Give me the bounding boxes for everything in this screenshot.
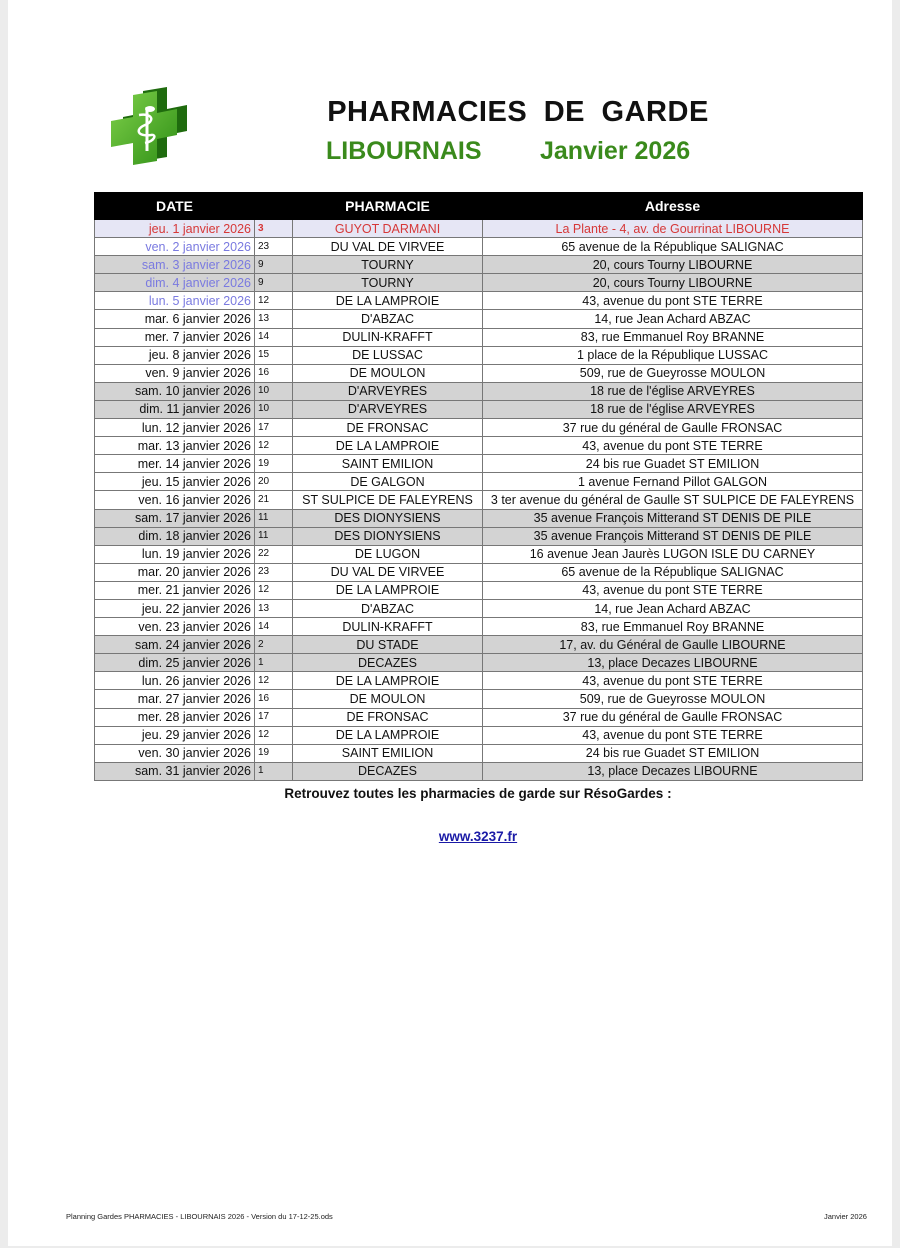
address-cell: 37 rue du général de Gaulle FRONSAC [483,708,863,726]
address-cell: 13, place Decazes LIBOURNE [483,762,863,780]
table-row [95,672,863,690]
date-cell: jeu. 8 janvier 2026 [95,346,255,364]
pharmacy-cell: DE FRONSAC [293,419,483,437]
date-cell: mar. 20 janvier 2026 [95,563,255,581]
date-cell: jeu. 29 janvier 2026 [95,726,255,744]
table-row [95,310,863,328]
date-cell: lun. 5 janvier 2026 [95,292,255,310]
address-cell: 43, avenue du pont STE TERRE [483,581,863,599]
column-header-date: DATE [95,193,255,220]
pharmacy-cell: DU STADE [293,636,483,654]
date-cell: sam. 24 janvier 2026 [95,636,255,654]
number-cell: 12 [255,672,293,690]
pharmacy-schedule-table [94,192,863,781]
address-cell: 17, av. du Général de Gaulle LIBOURNE [483,636,863,654]
date-cell: ven. 23 janvier 2026 [95,618,255,636]
pharmacy-cell: DECAZES [293,654,483,672]
table-row [95,419,863,437]
number-cell: 13 [255,599,293,617]
number-cell: 23 [255,563,293,581]
number-cell: 14 [255,618,293,636]
address-cell: 37 rue du général de Gaulle FRONSAC [483,419,863,437]
address-cell: 35 avenue François Mitterand ST DENIS DE PILE [483,509,863,527]
table-row [95,328,863,346]
pharmacy-cell: DE LA LAMPROIE [293,581,483,599]
pharmacy-cell: DE GALGON [293,473,483,491]
table-row [95,292,863,310]
date-cell: sam. 3 janvier 2026 [95,256,255,274]
table-row [95,473,863,491]
date-cell: ven. 2 janvier 2026 [95,238,255,256]
date-cell: ven. 16 janvier 2026 [95,491,255,509]
address-cell: 509, rue de Gueyrosse MOULON [483,364,863,382]
number-cell: 12 [255,581,293,599]
pharmacy-cell: DU VAL DE VIRVEE [293,238,483,256]
table-row [95,437,863,455]
number-cell: 22 [255,545,293,563]
date-cell: jeu. 15 janvier 2026 [95,473,255,491]
address-cell: 1 place de la République LUSSAC [483,346,863,364]
pharmacy-cell: DECAZES [293,762,483,780]
pharmacy-cell: DULIN-KRAFFT [293,328,483,346]
region-subtitle: LIBOURNAIS [326,137,482,165]
address-cell: 43, avenue du pont STE TERRE [483,726,863,744]
column-header-address: Adresse [483,193,863,220]
pharmacy-cell: TOURNY [293,274,483,292]
pharmacy-cell: DE LA LAMPROIE [293,292,483,310]
number-cell: 11 [255,527,293,545]
number-cell: 16 [255,364,293,382]
address-cell: 35 avenue François Mitterand ST DENIS DE PILE [483,527,863,545]
address-cell: 43, avenue du pont STE TERRE [483,437,863,455]
pharmacy-cell: D'ABZAC [293,599,483,617]
resogardes-note: Retrouvez toutes les pharmacies de garde sur RésoGardes : [284,786,672,801]
table-row [95,527,863,545]
number-cell: 19 [255,455,293,473]
address-cell: 509, rue de Gueyrosse MOULON [483,690,863,708]
date-cell: sam. 31 janvier 2026 [95,762,255,780]
number-cell: 16 [255,690,293,708]
address-cell: 13, place Decazes LIBOURNE [483,654,863,672]
address-cell: 83, rue Emmanuel Roy BRANNE [483,328,863,346]
number-cell: 23 [255,238,293,256]
pharmacy-cell: ST SULPICE DE FALEYRENS [293,491,483,509]
date-cell: mer. 7 janvier 2026 [95,328,255,346]
date-cell: dim. 18 janvier 2026 [95,527,255,545]
date-cell: lun. 26 janvier 2026 [95,672,255,690]
number-cell: 2 [255,636,293,654]
number-cell: 12 [255,726,293,744]
address-cell: 20, cours Tourny LIBOURNE [483,274,863,292]
table-row [95,382,863,400]
pharmacy-cell: DE LUGON [293,545,483,563]
table-row [95,581,863,599]
address-cell: 24 bis rue Guadet ST EMILION [483,455,863,473]
address-cell: 18 rue de l'église ARVEYRES [483,400,863,418]
address-cell: 14, rue Jean Achard ABZAC [483,599,863,617]
number-cell: 1 [255,762,293,780]
address-cell: 65 avenue de la République SALIGNAC [483,563,863,581]
date-cell: jeu. 22 janvier 2026 [95,599,255,617]
pharmacy-cell: DU VAL DE VIRVEE [293,563,483,581]
pharmacy-cell: DULIN-KRAFFT [293,618,483,636]
address-cell: 20, cours Tourny LIBOURNE [483,256,863,274]
number-cell: 21 [255,491,293,509]
date-cell: ven. 9 janvier 2026 [95,364,255,382]
number-cell: 12 [255,292,293,310]
pharmacy-cell: DE MOULON [293,364,483,382]
number-cell: 11 [255,509,293,527]
address-cell: 83, rue Emmanuel Roy BRANNE [483,618,863,636]
pharmacy-cell: DE FRONSAC [293,708,483,726]
table-row [95,274,863,292]
table-row [95,599,863,617]
pharmacy-cell: SAINT EMILION [293,455,483,473]
pharmacy-cell: GUYOT DARMANI [293,220,483,238]
column-header-number [255,193,293,220]
table-row [95,636,863,654]
table-row [95,563,863,581]
pharmacy-cell: DE MOULON [293,690,483,708]
date-cell: sam. 17 janvier 2026 [95,509,255,527]
table-header-row [95,193,863,220]
pharmacy-cell: DES DIONYSIENS [293,527,483,545]
number-cell: 17 [255,419,293,437]
number-cell: 15 [255,346,293,364]
column-header-pharmacy: PHARMACIE [293,193,483,220]
date-cell: mer. 14 janvier 2026 [95,455,255,473]
pharmacy-cell: DE LA LAMPROIE [293,437,483,455]
number-cell: 10 [255,400,293,418]
date-cell: ven. 30 janvier 2026 [95,744,255,762]
table-row [95,545,863,563]
pharmacy-cell: SAINT EMILION [293,744,483,762]
month-subtitle: Janvier 2026 [540,137,691,165]
date-cell: dim. 25 janvier 2026 [95,654,255,672]
pharmacy-cell: D'ARVEYRES [293,382,483,400]
date-cell: mar. 13 janvier 2026 [95,437,255,455]
pharmacy-cell: D'ARVEYRES [293,400,483,418]
table-row [95,238,863,256]
table-row [95,618,863,636]
date-cell: mar. 6 janvier 2026 [95,310,255,328]
date-cell: mer. 28 janvier 2026 [95,708,255,726]
address-cell: 1 avenue Fernand Pillot GALGON [483,473,863,491]
pharmacy-cell: DES DIONYSIENS [293,509,483,527]
table-row [95,654,863,672]
table-row [95,690,863,708]
table-row [95,744,863,762]
number-cell: 19 [255,744,293,762]
number-cell: 10 [255,382,293,400]
number-cell: 1 [255,654,293,672]
page-title: PHARMACIES DE GARDE [327,96,709,128]
date-cell: lun. 12 janvier 2026 [95,419,255,437]
table-row [95,726,863,744]
document-footer-filename: Planning Gardes PHARMACIES - LIBOURNAIS 2026 - Version du 17-12-25.ods [66,1212,333,1221]
table-row [95,220,863,238]
address-cell: 65 avenue de la République SALIGNAC [483,238,863,256]
date-cell: mer. 21 janvier 2026 [95,581,255,599]
resogardes-link[interactable]: www.3237.fr [438,829,518,844]
table-row [95,708,863,726]
date-cell: sam. 10 janvier 2026 [95,382,255,400]
address-cell: 18 rue de l'église ARVEYRES [483,382,863,400]
address-cell: 43, avenue du pont STE TERRE [483,292,863,310]
pharmacy-cell: D'ABZAC [293,310,483,328]
number-cell: 20 [255,473,293,491]
table-row [95,491,863,509]
address-cell: 16 avenue Jean Jaurès LUGON ISLE DU CARNEY [483,545,863,563]
number-cell: 12 [255,437,293,455]
table-row [95,762,863,780]
address-cell: 3 ter avenue du général de Gaulle ST SULPICE DE FALEYRENS [483,491,863,509]
address-cell: 14, rue Jean Achard ABZAC [483,310,863,328]
number-cell: 9 [255,256,293,274]
address-cell: La Plante - 4, av. de Gourrinat LIBOURNE [483,220,863,238]
number-cell: 13 [255,310,293,328]
address-cell: 43, avenue du pont STE TERRE [483,672,863,690]
number-cell: 17 [255,708,293,726]
date-cell: lun. 19 janvier 2026 [95,545,255,563]
pharmacy-cross-icon [103,85,189,167]
pharmacy-cell: DE LUSSAC [293,346,483,364]
pharmacy-cell: DE LA LAMPROIE [293,672,483,690]
pharmacy-cell: TOURNY [293,256,483,274]
date-cell: dim. 11 janvier 2026 [95,400,255,418]
table-row [95,256,863,274]
pharmacy-cell: DE LA LAMPROIE [293,726,483,744]
table-row [95,455,863,473]
number-cell: 14 [255,328,293,346]
date-cell: jeu. 1 janvier 2026 [95,220,255,238]
address-cell: 24 bis rue Guadet ST EMILION [483,744,863,762]
table-row [95,400,863,418]
number-cell: 9 [255,274,293,292]
number-cell: 3 [255,220,293,238]
document-page [8,0,892,1246]
date-cell: mar. 27 janvier 2026 [95,690,255,708]
document-footer-month: Janvier 2026 [824,1212,867,1221]
table-row [95,509,863,527]
date-cell: dim. 4 janvier 2026 [95,274,255,292]
table-row [95,364,863,382]
table-row [95,346,863,364]
